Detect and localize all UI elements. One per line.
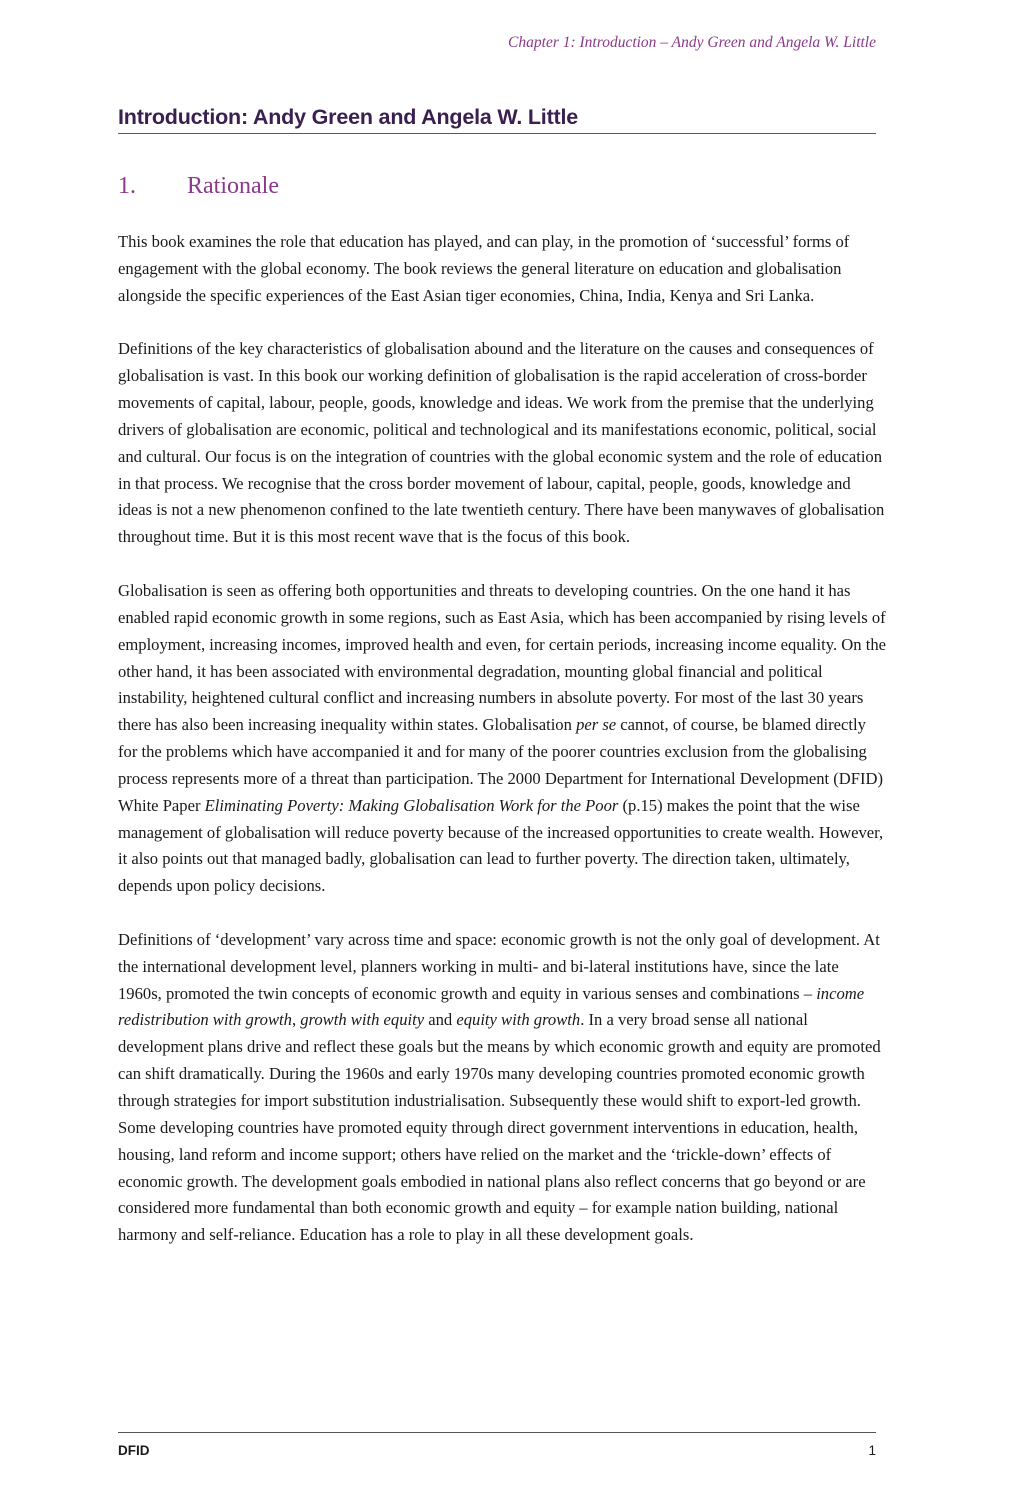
paragraph-3-italic-per-se: per se: [576, 715, 617, 735]
paragraph-4-italic-3: equity with growth: [456, 1010, 581, 1030]
section-number: 1.: [118, 173, 136, 199]
paragraph-3-text-b: cannot, of course, be blamed directly for the problems which have accompanied it and for many of the poorer countries exclusion from the globalising process represents more of a threat than participation. The 2000 Department for International Development (DFID) White Paper: [118, 715, 884, 815]
paragraph-3-text-c: (p.15) makes the point that the wise management of globalisation will reduce poverty because of the increased opportunities to create wealth. However, it also points out that managed badly, globalisation can lead to further poverty. The direction taken, ultimately, depends upon policy decisions.: [118, 795, 884, 896]
paragraph-4: [118, 927, 886, 1249]
footer-divider: [118, 1432, 876, 1433]
paragraph-4-text-a: Definitions of ‘development’ vary across time and space: economic growth is not the only goal of development. At the international development level, planners working in multi- and bi-lateral institutions have, since the late 1960s, promoted the twin concepts of economic growth and equity in various senses and combinations –: [118, 929, 880, 1003]
section-heading: [118, 172, 279, 200]
paragraph-4-text-b: . In a very broad sense all national development plans drive and reflect these goals but the means by which economic growth and equity are promoted can shift dramatically. During the 1960s and early 1970s many developing countries promoted economic growth through strategies for import substitution industrialisation. Subsequently these would shift to export-led growth. Some developing countries have promoted equity through direct government interventions in education, health, housing, land reform and income support; others have relied on the market and the ‘trickle-down’ effects of economic growth. The development goals embodied in national plans also reflect concerns that go beyond or are considered more fundamental than both economic growth and equity – for example nation building, national harmony and self-reliance. Education has a role to play in all these development goals.: [118, 1010, 881, 1245]
running-header: Chapter 1: Introduction – Andy Green and Angela W. Little: [508, 34, 876, 51]
paragraph-4-sep-2: and: [424, 1010, 457, 1030]
paragraph-1: This book examines the role that education has played, and can play, in the promotion of ‘successful’ forms of engagement with the global economy. The book reviews the general literature on education and globalisation alongside the specific experiences of the East Asian tiger economies, China, India, Kenya and Sri Lanka.: [118, 232, 850, 305]
paragraph-4-italic-1: income redistribution with growth: [118, 983, 865, 1030]
footer-publisher: DFID: [118, 1443, 150, 1458]
paragraph-3-italic-white-paper-title: Eliminating Poverty: Making Globalisation Work for the Poor: [204, 795, 619, 815]
paragraph-4-italic-2: growth with equity: [300, 1010, 425, 1030]
paragraph-3: [118, 578, 886, 900]
chapter-title: Introduction: Andy Green and Angela W. Little: [118, 104, 876, 134]
paragraph-4-sep-1: ,: [291, 1010, 301, 1030]
paragraph-2: Definitions of the key characteristics of globalisation abound and the literature on the causes and consequences of globalisation is vast. In this book our working definition of globalisation is the rapid acceleration of cross-border movements of capital, labour, people, goods, knowledge and ideas. We work from the premise that the underlying drivers of globalisation are economic, political and technological and its manifestations economic, political, social and cultural. Our focus is on the integration of countries with the global economic system and the role of education in that process. We recognise that the cross border movement of labour, capital, people, goods, knowledge and ideas is not a new phenomenon confined to the late twentieth century. There have been manywaves of globalisation throughout time. But it is this most recent wave that is the focus of this book.: [118, 339, 885, 547]
page-number: 1: [868, 1443, 876, 1458]
section-title: Rationale: [187, 173, 279, 199]
paragraph-3-text-a: Globalisation is seen as offering both opportunities and threats to developing countries. On the one hand it has enabled rapid economic growth in some regions, such as East Asia, which has been accompanied by rising levels of employment, increasing incomes, improved health and even, for certain periods, increasing income equality. On the other hand, it has been associated with environmental degradation, mounting global financial and political instability, heightened cultural conflict and increasing numbers in absolute poverty. For most of the last 30 years there has also been increasing inequality within states. Globalisation: [118, 580, 886, 735]
body-text: [118, 229, 886, 1276]
